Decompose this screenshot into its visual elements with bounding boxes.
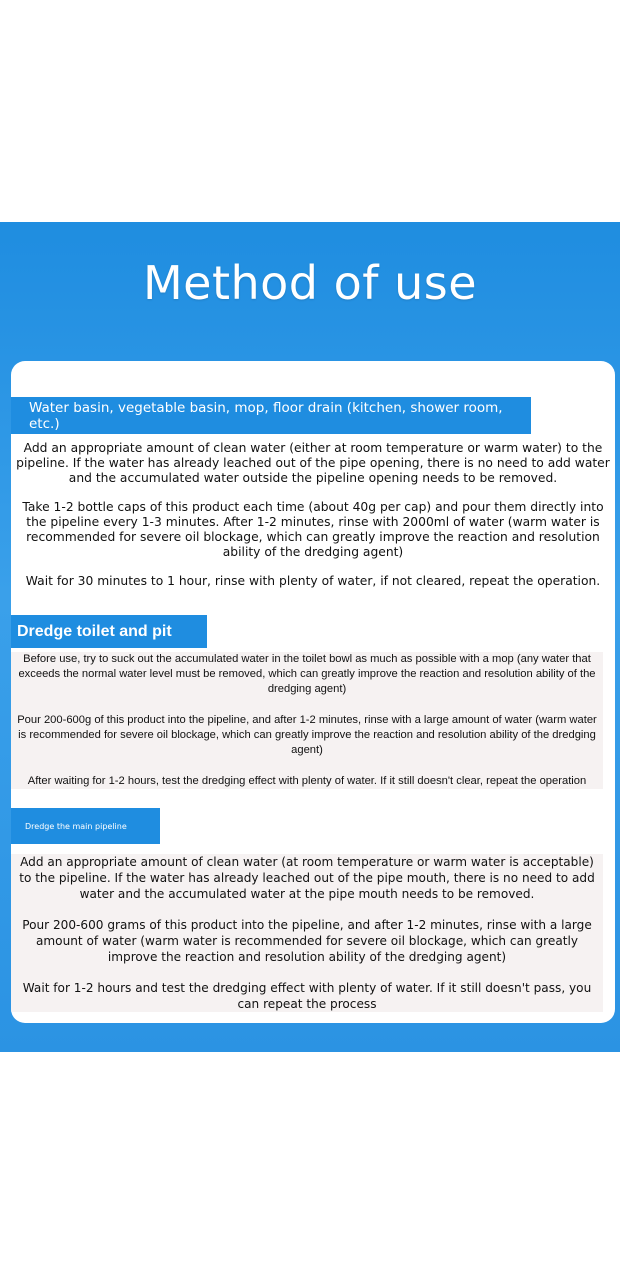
paragraph: Pour 200-600g of this product into the pipeline, and after 1-2 minutes, rinse with a large amount of water (warm water is recommended for severe oil blockage, which can greatly improve the reaction and resolution ability of the dredging agent) [17, 714, 597, 756]
paragraph: Before use, try to suck out the accumulated water in the toilet bowl as much as possible with a mop (any water that exceeds the normal water level must be removed, which can greatly improve the reaction and resolution ability of the dredging agent) [18, 653, 596, 695]
page-title: Method of use [142, 256, 478, 310]
paragraph: Add an appropriate amount of clean water (either at room temperature or warm water) to the pipeline. If the water has already leached out of the pipe opening, there is no need to add water and the accumulated water outside the pipeline opening needs to be removed. [16, 441, 610, 485]
section-heading-toilet: Dredge toilet and pit [11, 615, 207, 648]
section-body-water-basin [11, 441, 615, 589]
instructions-card [11, 361, 615, 1023]
section-body-toilet [11, 652, 603, 789]
paragraph: Pour 200-600 grams of this product into the pipeline, and after 1-2 minutes, rinse with a large amount of water (warm water is recommended for severe oil blockage, which can greatly improve the reaction and resolution ability of the dredging agent) [22, 918, 592, 964]
section-heading-main-pipeline: Dredge the main pipeline [11, 808, 160, 844]
paragraph: After waiting for 1-2 hours, test the dredging effect with plenty of water. If it still doesn't clear, repeat the operation [27, 775, 587, 787]
paragraph: Wait for 1-2 hours and test the dredging effect with plenty of water. If it still doesn't pass, you can repeat the process [22, 981, 592, 1011]
section-heading-water-basin: Water basin, vegetable basin, mop, floor drain (kitchen, shower room, etc.) [11, 397, 531, 434]
section-body-main-pipeline [11, 854, 603, 1012]
paragraph: Wait for 30 minutes to 1 hour, rinse with plenty of water, if not cleared, repeat the operation. [25, 574, 601, 588]
paragraph: Take 1-2 bottle caps of this product each time (about 40g per cap) and pour them directly into the pipeline every 1-3 minutes. After 1-2 minutes, rinse with 2000ml of water (warm water is recommended for severe oil blockage, which can greatly improve the reaction and resolution ability of the dredging agent) [22, 500, 604, 559]
method-of-use-banner [0, 222, 620, 1052]
paragraph: Add an appropriate amount of clean water (at room temperature or warm water is acceptable) to the pipeline. If the water has already leached out of the pipe mouth, there is no need to add water and the accumulated water at the pipe mouth needs to be removed. [19, 855, 595, 901]
